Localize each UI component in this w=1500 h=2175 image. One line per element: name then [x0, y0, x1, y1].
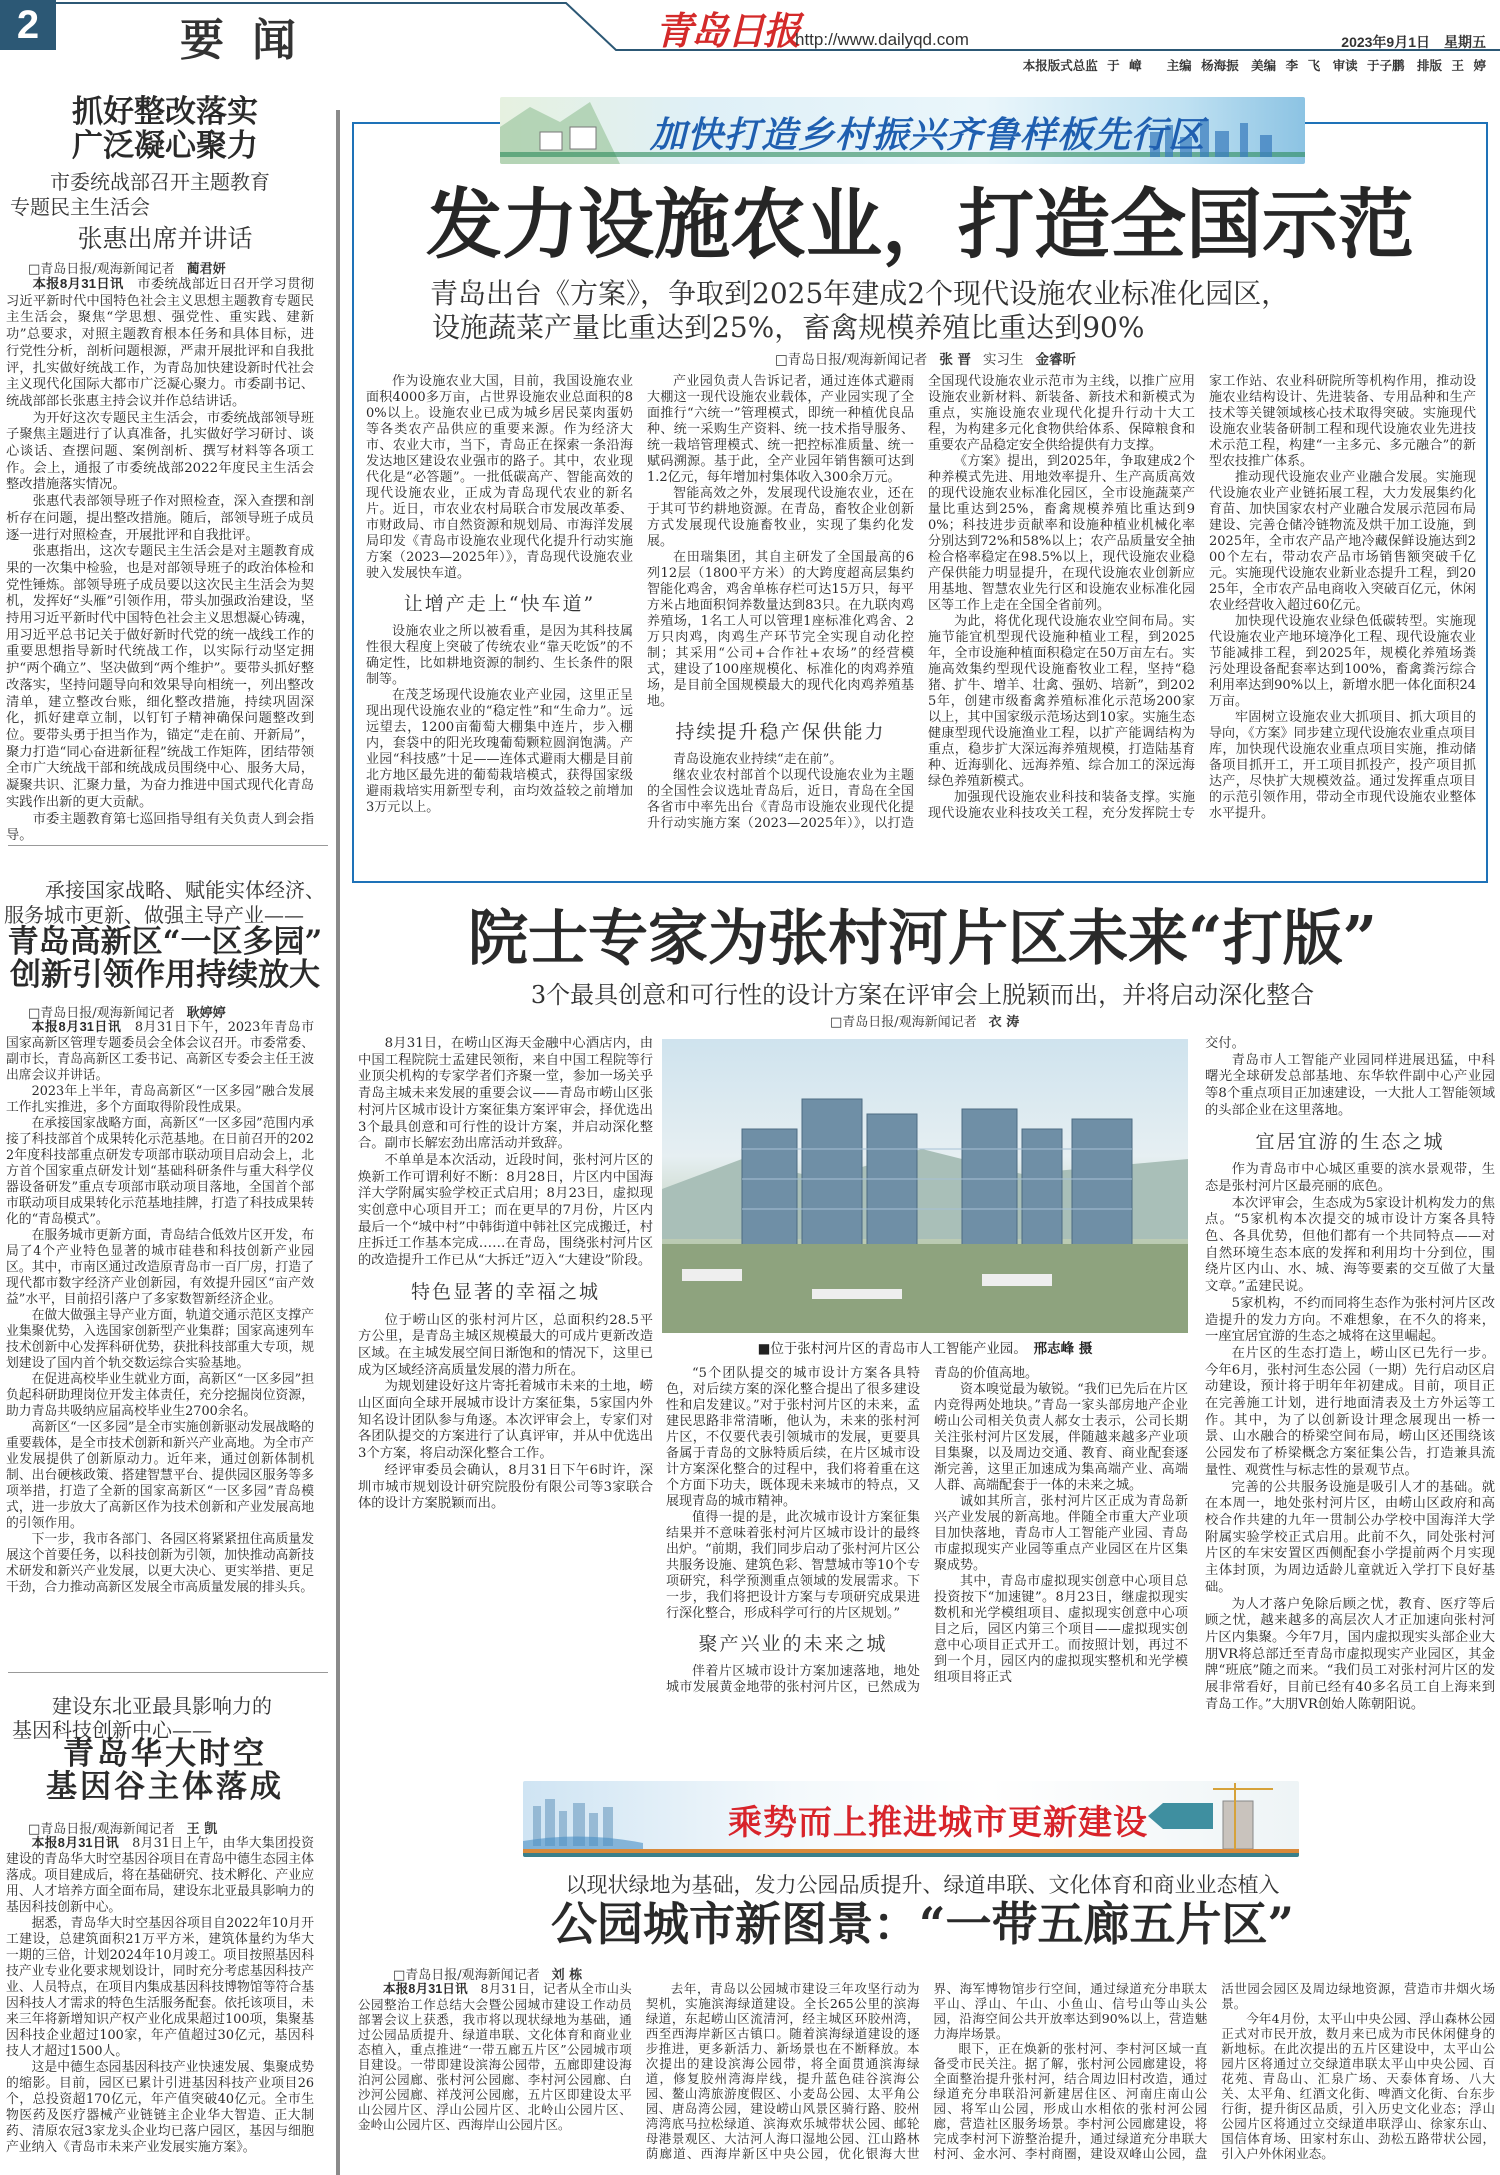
- subheadline: 以现状绿地为基础，发力公园品质提升、绿道串联、文化体育和商业业态植入: [565, 1873, 1280, 1897]
- section-title: 要闻: [180, 15, 324, 66]
- article-body-columns: [666, 1366, 1188, 1696]
- paragraph: 为开好这次专题民主生活会，市委统战部领导班子聚焦主题进行了认真准备，扎实做好学习研讨、谈心谈话、查摆问题、案例剖析、撰写材料等各项工作。会上，通报了市委统战部2022年度民主生活会整改措施落实情况。: [6, 410, 314, 493]
- paragraph: 眼下，正在焕新的张村河、李村河区域一直备受市民关注。据了解，张村河公园廊建设，将全面整治提升张村河，结合周边旧村改造，通过绿道充分串联沿河新建居住区、河南庄南山公园、将军山公园，形成山水相依的张村河公园廊，营造社区服务场景。李村河公园廊建设，将完成李村河下游整治提升，通过绿道充分串联大村河、金水河、李村商圈，建设双峰山公园，盘活世园会园区及周边绿地资源，营造市井烟火场景。: [933, 1981, 1495, 2161]
- paragraph: 推动现代设施农业产业融合发展。实施现代设施农业产业链拓展工程，大力发展集约化育苗、加快国家农村产业融合发展示范园布局建设、完善仓储冷链物流及烘干加工设施，到2025年，全市农产品产地冷藏保鲜设施达到200个左右，带动农产品市场销售额突破千亿元。实施现代设施农业新业态提升工程，到2025年，全市农产品电商收入突破百亿元，休闲农业经营收入超过60亿元。: [1209, 470, 1476, 613]
- article-headline: [0, 1738, 330, 1804]
- headline-line: 创新引领作用持续放大: [10, 957, 320, 993]
- banner-title: 乘势而上推进城市更新建设: [728, 1803, 1148, 1843]
- paragraph: 设施农业之所以被看重，是因为其科技属性很大程度上突破了传统农业“靠天吃饭”的不确定性，比如耕地资源的制约、生长条件的限制等。: [366, 624, 633, 687]
- paragraph: 为此，将优化现代设施农业空间布局。实施节能宜机型现代设施种植业工程，到2025年，全市设施种植面积稳定在50万亩左右。实施高效集约型现代设施畜牧业工程，坚持“稳猪、扩牛、增羊、壮禽、强奶、培新”，到2025年，创建市级畜禽养殖标准化示范场200家以上，其中国家级示范场达到10家。实施生态健康型现代设施渔业工程，以扩产能调结构为重点，稳步扩大深远海养殖规模，打造陆基育种、近海驯化、远海养殖、综合加工的深远海绿色养殖新模式。: [928, 614, 1195, 789]
- byline-label: □青岛日报/观海新闻记者: [28, 1822, 175, 1837]
- subheadline: 设施蔬菜产量比重达到25%，畜禽规模养殖比重达到90%: [432, 311, 1145, 344]
- byline: [28, 258, 226, 277]
- article-body: [6, 1835, 314, 2156]
- paragraph: 资本嗅觉最为敏锐。“我们已先后在片区内竞得两处地块。”青岛一家头部房地产企业崂山公司相关负责人郝女士表示，公司长期关注张村河片区发展，伴随越来越多产业项目集聚，以及周边交通、教育、商业配套逐渐完善，这里正加速成为集高端产业、高端人群、高端配套于一体的未来之城。: [934, 1382, 1188, 1493]
- byline-label: □青岛日报/观海新闻记者: [28, 262, 175, 277]
- paragraph: 在茂芝场现代设施农业产业园，这里正呈现出现代设施农业的“稳定性”和“生命力”。远远望去，1200亩葡萄大棚集中连片，步入棚内，套袋中的阳光玫瑰葡萄颗粒圆润饱满。产业园“科技感”十足——连体式避雨大棚是目前北方地区最先进的葡萄栽培模式，获得国家级避雨栽培实用新型专利，亩均效益较之前增加3万元以上。: [366, 688, 633, 815]
- paragraph: 去年，青岛以公园城市建设三年攻坚行动为契机，实施滨海绿道建设。全长265公里的滨海绿道，东起崂山区流清河，经主城区环胶州湾，西至西海岸新区古镇口。随着滨海绿道建设的逐步推进，更多新活力、新场景也在不断释放。本次提出的建设滨海公园带，将全面贯通滨海绿道，修复胶州湾海岸线，提升蓝色硅谷滨海公园、鳌山湾旅游度假区、小麦岛公园、太平角公园、唐岛湾公园，建设崂山风景区骑行路、胶州湾湾底马拉松绿道、滨海欢乐城带状公园、邮轮母港景观区、大沽河人海口湿地公园、江山路林荫廊道、西海岸新区中央公园，优化银海大世界、海军博物馆步行空间，通过绿道充分串联太平山、浮山、午山、小鱼山、信号山等山头公园，沿海空间公共开放率达到90%以上，营造魅力海岸场景。: [645, 1981, 1208, 2161]
- paragraph: 值得一提的是，此次城市设计方案征集结果并不意味着张村河片区城市设计的最终出炉。“前期，我们同步启动了张村河片区公共服务设施、建筑色彩、智慧城市等10个专项研究，科学预测重点领域的发展需求。下一步，我们将把设计方案与专项研究成果进行深化整合，形成科学可行的片区规划。”: [666, 1510, 920, 1621]
- column-banner: [523, 1781, 1299, 1857]
- paragraph: 位于崂山区的张村河片区，总面积约28.5平方公里，是青岛主城区规模最大的可成片更新改造区域。在主城发展空间日渐饱和的情况下，这里已成为区域经济高质量发展的潜力所在。: [358, 1312, 653, 1378]
- paragraph: 加强现代设施农业科技和装备支撑。实施现代设施农业科技攻关工程，充分发挥院士专家工作站、农业科研院所等机构作用，推动设施农业结构设计、先进装备、专用品种和生产技术等关键领域核心技术取得突破。实施现代设施农业装备研制工程和现代设施农业先进技术示范工程，构建“一主多元、多元融合”的新型农技推广体系。: [928, 374, 1476, 821]
- paragraph: 据悉，青岛华大时空基因谷项目自2022年10月开工建设，总建筑面积21万平方米，建筑体量约为华大一期的三倍，计划2024年10月竣工。项目按照基因科技产业专业化要求规划设计，同时充分考虑基因科技产业、人员特点，在项目内集成基因科技博物馆等符合基因科技人才需求的特色生活服务配套。依托该项目，未来三年将新增知识产权产业化成果超过100项，集聚基因科技企业超过100家，年产值超过30亿元，基因科技人才超过1500人。: [6, 1916, 314, 2059]
- byline: [830, 1011, 1019, 1030]
- article-divider: [8, 1672, 328, 1673]
- headline-line: 基因谷主体落成: [46, 1769, 284, 1805]
- byline-label: □青岛日报/观海新闻记者: [393, 1968, 540, 1983]
- section-subhead: 持续提升稳产保供能力: [675, 721, 886, 743]
- photographer: 邢志峰 摄: [1033, 1341, 1093, 1357]
- news-photo: [662, 1039, 1188, 1333]
- author: 耿婷婷: [186, 1006, 226, 1021]
- paragraph: 诚如其所言，张村河片区正成为青岛新兴产业发展的新高地。伴随全市重大产业项目加快落地，青岛市人工智能产业园、青岛市虚拟现实产业园等重点产业园区在片区集聚成势。: [934, 1494, 1188, 1573]
- byline: [775, 348, 1076, 368]
- subheadline: 张惠出席并讲话: [77, 224, 253, 253]
- paragraph: 5家机构，不约而同将生态作为张村河片区改造提升的发力方向。不难想象，在不久的将来，一座宜居宜游的生态之城将在这里崛起。: [1205, 1295, 1495, 1345]
- byline-label: □青岛日报/观海新闻记者: [775, 352, 928, 368]
- article-headline: 院士专家为张村河片区未来“打版”: [467, 904, 1378, 974]
- paragraph: 在做大做强主导产业方面，轨道交通示范区支撑产业集聚优势，入选国家创新型产业集群；国家高速列车技术创新中心发挥科研优势，获批科技部重大专项，规划建设了国内首个轨交数运综合实验基地。: [6, 1308, 314, 1371]
- paragraph: 2023年上半年，青岛高新区“一区多园”融合发展工作扎实推进，多个方面取得阶段性成果。: [6, 1084, 314, 1115]
- article-headline: [0, 926, 330, 992]
- paragraph: 本报8月31日讯 8月31日上午，由华大集团投资建设的青岛华大时空基因谷项目在青岛中德生态园主体落成。项目建成后，将在基础研究、技术孵化、产业应用、人才培养方面全面布局，建设东北亚最具影响力的基因科技创新中心。: [6, 1835, 314, 1915]
- paragraph: 在服务城市更新方面，青岛结合低效片区开发，布局了4个产业特色显著的城市硅巷和科技创新产业园区。其中，市南区通过改造原青岛市一百厂房，打造了现代都市数字经济产业创新园，有效提升园区“亩产效益”水平，目前招引落户了多家数智新经济企业。: [6, 1228, 314, 1307]
- article-headline: [0, 95, 330, 163]
- page-number: 2: [0, 0, 56, 50]
- paragraph: 青岛市人工智能产业园同样进展迅猛，中科曙光全球研发总部基地、东华软件副中心产业园等8个重点项目正加速建设，一大批人工智能领域的头部企业在这里落地。: [1205, 1052, 1495, 1118]
- issue-date: 2023年9月1日 星期五: [1341, 34, 1486, 50]
- paragraph: “5个团队提交的城市设计方案各具特色，对后续方案的深化整合提出了很多建设性和启发建议。”对于张村河片区的未来，孟建民思路非常清晰，他认为，未来的张村河片区，不仅要代表引领城市的发展，更要具备属于青岛的文脉特质后续，在片区城市设计方案深化整合的过程中，我们将着重在这个方面下功夫，既体现未来城市的特点，又展现青岛的城市精神。: [666, 1366, 920, 1509]
- paragraph: 加快现代设施农业绿色低碳转型。实施现代设施农业产地环境净化工程、现代设施农业节能减排工程，到2025年，规模化养殖场粪污处理设备配套率达到100%，畜禽粪污综合利用率达到90%以上，新增水肥一体化面积24万亩。: [1209, 614, 1476, 709]
- article-divider: [8, 845, 328, 846]
- article-body: [6, 1019, 314, 1596]
- paragraph: 本报8月31日讯 8月31日下午，2023年青岛市国家高新区管理专题委员会全体会议召开。市委常委、副市长，青岛高新区工委书记、高新区专委会主任王波出席会议并讲话。: [6, 1019, 314, 1083]
- paragraph: 不单单是本次活动，近段时间，张村河片区的焕新工作可谓利好不断：8月28日，片区内中国海洋大学附属实验学校正式启用；8月23日，虚拟现实创意中心项目开工；而在更早的7月份，片区内最后一个“城中村”中韩街道中韩社区完成搬迁，村庄拆迁工作基本完成……在青岛，围绕张村河片区的改造提升工作已从“大拆迁”迈入“大建设”阶段。: [358, 1152, 653, 1269]
- paragraph: 产业园负责人告诉记者，通过连体式避雨大棚这一现代设施农业载体，产业园实现了全面推行“六统一”管理模式，即统一种植优良品种、统一采购生产资料、统一技术指导服务、统一栽培管理模式、统一把控标准质量、统一赋码溯源。基于此，全产业园年销售额可达到1.2亿元，每年增加村集体收入300余万元。: [647, 374, 914, 485]
- paragraph: 继农业农村部首个以现代设施农业为主题的全国性会议选址青岛后，近日，青岛在全国各省市中率先出台《青岛市设施农业现代化提升行动实施方案（2023—2025年）》，以打造全国现代设施农业示范市为主线，以推广应用设施农业新材料、新装备、新技术和新模式为重点，实施设施农业现代化提升行动十大工程，为构建多元化食物供给体系、保障粮食和重要农产品稳定安全供给提供有力支撑。: [647, 374, 1195, 831]
- editorial-credits: 本报版式总监 于 嶂 主编 杨海振 美编 李 飞 审读 于子鹏 排版 王 婷: [1022, 59, 1486, 73]
- article-body: [6, 276, 314, 845]
- paragraph: 在片区的生态打造上，崂山区已先行一步。今年6月，张村河生态公园（一期）先行启动区启动建设，预计将于明年年初建成。目前，项目正在完善施工计划，进行地面清表及土方外运等工作。其中，为了以创新设计理念展现出一桥一景、山水融合的桥梁空间布局，崂山区还围绕该公园发布了桥梁概念方案征集公告，打造兼具流量性、观赏性与标志性的景观节点。: [1205, 1345, 1495, 1478]
- paragraph: 其中，青岛市虚拟现实创意中心项目总投资按下“加速键”。8月23日，继虚拟现实数机和光学模组项目、虚拟现实创意中心项目之后，园区内第三个项目——虚拟现实创意中心项目正式开工。而按照计划，再过不到一个月，园区内的虚拟现实整机和光学模组项目将正式: [934, 1574, 1188, 1685]
- byline-label: □青岛日报/观海新闻记者: [28, 1006, 175, 1021]
- subheadline: 3个最具创意和可行性的设计方案在评审会上脱颖而出，并将启动深化整合: [530, 981, 1315, 1009]
- column-banner: [500, 97, 1305, 164]
- section-subhead: 让增产走上“快车道”: [403, 593, 596, 615]
- author: 蔺君妍: [186, 262, 226, 277]
- subheadline: 建设东北亚最具影响力的: [52, 1694, 272, 1718]
- section-subhead: 特色显著的幸福之城: [410, 1280, 600, 1303]
- byline-label: □青岛日报/观海新闻记者: [830, 1015, 977, 1030]
- paragraph: 本次评审会，生态成为5家设计机构发力的焦点。“5家机构本次提交的城市设计方案各具特色、各具优势，但他们都有一个共同特点——对自然环境生态本底的发挥和利用均十分到位，围绕片区内山、水、城、海等要素的交互做了大量文章。”孟建民说。: [1205, 1195, 1495, 1295]
- subheadline: 承接国家战略、赋能实体经济、: [45, 878, 325, 902]
- paragraph: 作为青岛市中心城区重要的滨水景观带，生态是张村河片区最亮丽的底色。: [1205, 1162, 1495, 1194]
- paragraph: 张惠代表部领导班子作对照检查，深入查摆和剖析存在问题，提出整改措施。随后，部领导班子成员逐一进行对照检查，开展批评和自我批评。: [6, 494, 314, 543]
- paragraph: 为人才落户免除后顾之忧，教育、医疗等后顾之忧，越来越多的高层次人才正加速向张村河片区内集聚。今年7月，国内虚拟现实头部企业大朋VR将总部迁至青岛市虚拟现实产业园区，其金牌“班底”随之而来。“我们员工对张村河片区的发展非常看好，目前已经有40多名员工自上海来到青岛工作。”大朋VR创始人陈朝阳说。: [1205, 1596, 1495, 1712]
- headline-line: 抓好整改落实: [72, 94, 258, 130]
- paragraph: 牢固树立设施农业大抓项目、抓大项目的导向，《方案》同步建立现代设施农业重点项目库，加快现代设施农业重点项目实施，推动储备项目抓开工，开工项目抓投产，投产项目抓达产，尽快扩大规模效益。通过发挥重点项目的示范引领作用，带动全市现代设施农业整体水平提升。: [1209, 710, 1476, 821]
- paragraph: 本报8月31日讯 8月31日，记者从全市山头公园整治工作总结大会暨公园城市建设工作动员部署会议上获悉，我市将以现状绿地为基础，通过公园品质提升、绿道串联、文化体育和商业业态植入，重点推进“一带五廊五片区”公园城市项目建设。一带即建设滨海公园带，五廊即建设海泊河公园廊、张村河公园廊、李村河公园廊、白沙河公园廊、祥茂河公园廊，五片区即建设太平山公园片区、浮山公园片区、北岭山公园片区、金岭山公园片区、西海岸山公园片区。: [358, 1981, 632, 2132]
- paragraph: 伴着片区城市设计方案加速落地，地处城市发展黄金地带的张村河片区，已然成为青岛的价值高地。: [666, 1366, 1039, 1695]
- paragraph: 下一步，我市各部门、各园区将紧紧扭住高质量发展这个首要任务，以科技创新为引领，加快推动高新技术研发和新兴产业发展，以更大决心、更实举措、更足干劲，合力推动高新区发展全市高质量发展的排头兵。: [6, 1532, 314, 1595]
- website-url[interactable]: http://www.dailyqd.com: [795, 30, 969, 49]
- paragraph: 作为设施农业大国，目前，我国设施农业面积4000多万亩，占世界设施农业总面积的80%以上。设施农业已成为城乡居民菜肉蛋奶等各类农产品供应的重要来源。作为经济大市、农业大市，当下，青岛正在探索一条沿海发达地区建设农业强市的路子。其中，农业现代化是“必答题”。一批低碳高产、智能高效的现代设施农业，正成为青岛现代农业的新名片。近日，市农业农村局联合市发展改革委、市财政局、市自然资源和规划局、市海洋发展局印发《青岛市设施农业现代化提升行动实施方案（2023—2025年）》，青岛现代设施农业驶入发展快车道。: [366, 374, 633, 581]
- paragraph: 在田瑞集团，其自主研发了全国最高的6列12层（1800平方米）的大跨度超高层集约智能化鸡舍，鸡舍单栋存栏可达15万只，每平方米占地面积饲养数量达到83只。在九联肉鸡养殖场，1名工人可以管理1座标准化鸡舍、2万只肉鸡，肉鸡生产环节完全实现自动化控制；其采用“公司+合作社+农场”的经营模式，建设了100座规模化、标准化的肉鸡养殖场，是目前全国规模最大的现代化肉鸡养殖基地。: [647, 550, 914, 709]
- paragraph: 在促进高校毕业生就业方面，高新区“一区多园”担负起科研助理岗位开发主体责任，充分挖掘岗位资源，助力青岛共吸纳应届高校毕业生2700余名。: [6, 1372, 314, 1419]
- section-subhead: 聚产兴业的未来之城: [698, 1633, 888, 1655]
- paragraph: 8月31日，在崂山区海天金融中心酒店内，由中国工程院院士孟建民领衔，来自中国工程院等行业顶尖机构的专家学者们齐聚一堂，参加一场关乎青岛主城未来发展的重要会议——青岛市崂山区张村河片区城市设计方案征集方案评审会，择优选出3个最具创意和可行性的设计方案，并启动深化整合。副市长解宏劲出席活动并致辞。: [358, 1036, 653, 1152]
- intern: 金睿昕: [1035, 352, 1077, 368]
- photo-buildings: [662, 1039, 1188, 1333]
- banner-title: 加快打造乡村振兴齐鲁样板先行区: [650, 114, 1206, 156]
- paragraph: 这是中德生态园基因科技产业快速发展、集聚成势的缩影。目前，园区已累计引进基因科技产业项目26个，总投资超170亿元，年产值突破40亿元。全市生物医药及医疗器械产业链链主企业华大智造、正大制药、清原农冠3家龙头企业均已落户园区，基因与细胞产业纳入《青岛市未来产业发展实施方案》。: [6, 2060, 314, 2155]
- author: 衣 涛: [988, 1015, 1020, 1030]
- author: 刘 栋: [551, 1968, 583, 1983]
- paragraph: 本报8月31日讯 市委统战部近日召开学习贯彻习近平新时代中国特色社会主义思想主题教育专题民主生活会，聚焦“学思想、强党性、重实践、建新功”总要求，对照主题教育根本任务和具体目标，进行党性分析，剖析问题根源，严肃开展批评和自我批评，扎实做好统战工作，为青岛加快建设新时代社会主义现代化国际大都市广泛凝心聚力。市委副书记、统战部部长张惠主持会议并作总结讲话。: [6, 276, 315, 409]
- column-divider: [336, 110, 340, 2175]
- intern-label: 实习生: [983, 352, 1024, 368]
- subheadline: 市委统战部召开主题教育: [50, 170, 270, 194]
- subheadline: 基因科技创新中心——: [12, 1718, 212, 1742]
- article-headline: 公园城市新图景：“一带五廊五片区”: [551, 1897, 1294, 1951]
- headline-line: 广泛凝心聚力: [72, 128, 258, 164]
- headline-line: 青岛华大时空: [63, 1736, 267, 1772]
- paragraph: 高新区“一区多园”是全市实施创新驱动发展战略的重要载体，是全市技术创新和新兴产业高地。为全市产业发展提供了创新原动力。近年来，通过创新体制机制、出台硬核政策、搭建智慧平台、提供园区服务等多项举措，打造了全新的国家高新区“一区多园”青岛模式，进一步放大了高新区作为技术创新和产业发展高地的引领作用。: [6, 1420, 314, 1531]
- paragraph: 经评审委员会确认，8月31日下午6时许，深圳市城市规划设计研究院股份有限公司等3家联合体的设计方案脱颖而出。: [358, 1462, 653, 1512]
- newspaper-logo: 青岛日报: [655, 8, 800, 53]
- headline-line: 青岛高新区“一区多园”: [7, 924, 323, 960]
- article-body-column: [1205, 1036, 1495, 1713]
- paragraph: 交付。: [1205, 1036, 1245, 1051]
- caption-text: ■位于张村河片区的青岛市人工智能产业园。: [757, 1341, 1021, 1357]
- paragraph: 青岛设施农业持续“走在前”。: [673, 752, 843, 767]
- article-body: [366, 374, 1476, 832]
- paragraph: 市委主题教育第七巡回指导组有关负责人到会指导。: [6, 811, 314, 844]
- photo-caption: [662, 1337, 1188, 1357]
- paragraph: 为规划建设好这片寄托着城市未来的土地，崂山区面向全球开展城市设计方案征集，5家国内外知名设计团队参与角逐。本次评审会上，专家们对各团队提交的方案进行了认真评审，并从中优选出3个方案，将启动深化整合工作。: [358, 1379, 653, 1462]
- section-subhead: 宜居宜游的生态之城: [1255, 1130, 1445, 1153]
- paragraph: 张惠指出，这次专题民主生活会是对主题教育成果的一次集中检验，也是对部领导班子的政治体检和党性锤炼。部领导班子成员要以这次民主生活会为契机，发挥好“头雁”引领作用，带头加强政治建设，坚持用习近平新时代中国特色社会主义思想凝心铸魂，用习近平总书记关于做好新时代党的统一战线工作的重要思想指导新时代统战工作，以实际行动坚定拥护“两个确立”、坚决做到“两个维护”。要带头抓好整改落实，坚持问题导向和效果导向相统一，列出整改清单，建立整改台账，细化整改措施，持续巩固深化，抓好建章立制，以钉钉子精神确保问题整改到位。要带头勇于担当作为，锚定“走在前、开新局”，聚力打造“同心奋进新征程”统战工作矩阵，团结带领全市广大统战干部和统战成员围绕中心、服务大局，凝聚共识、汇聚力量，为奋力推进中国式现代化青岛实践作出新的更大贡献。: [6, 544, 314, 810]
- author: 王 凯: [186, 1822, 218, 1837]
- article-body: [358, 1981, 1495, 2161]
- article-headline: 发力设施农业，打造全国示范: [426, 180, 1414, 269]
- article-body-column: [358, 1036, 653, 1513]
- paragraph: 在承接国家战略方面，高新区“一区多园”范围内承接了科技部首个成果转化示范基地。在日前召开的2022年度科技部重点研发专项部市联动项目启动会上，北方首个国家重点研发计划“基础科研条件与重大科学仪器设备研发”重点专项部市联动项目落地，全国首个部市联动项目成果转化示范基地挂牌，打造了科技成果转化的“青岛模式”。: [6, 1116, 314, 1227]
- author: 张 晋: [939, 352, 972, 368]
- paragraph: 今年4月份，太平山中央公园、浮山森林公园正式对市民开放，数月来已成为市民休闲健身的新地标。在此次提出的五片区建设中，太平山公园片区将通过立交绿道串联太平山中央公园、百花苑、青岛山、汇泉广场、天泰体育场、八大关、太平角、红酒文化街、啤酒文化街、台东步行街，提升街区品质，引入历史文化业态；浮山公园片区将通过立交绿道串联浮山、徐家东山、国信体育场、田家村东山、劲松五路带状公园，引入户外休闲业态。: [1221, 2011, 1495, 2161]
- paragraph: 完善的公共服务设施是吸引人才的基础。就在本周一，地处张村河片区，由崂山区政府和高校合作共建的九年一贯制公办学校中国海洋大学附属实验学校正式启用。此前不久，同处张村河片区的车宋安置区西侧配套小学提前两个月实现主体封顶，为周边适龄儿童就近入学打下良好基础。: [1205, 1479, 1495, 1595]
- paragraph: 《方案》提出，到2025年，争取建成2个种养模式先进、用地效率提升、生产高质高效的现代设施农业标准化园区，全市设施蔬菜产量比重达到25%，畜禽规模养殖比重达到90%；科技进步贡献率和设施种植业机械化率分别达到72%和58%以上；农产品质量安全抽检合格率稳定在98.5%以上，现代设施农业稳产保供能力明显提升，在现代设施农业创新应用基地、智慧农业先行区和设施农业标准化园区等工作上走在全国全省前列。: [928, 454, 1195, 613]
- subheadline: 青岛出台《方案》，争取到2025年建成2个现代设施农业标准化园区，: [430, 277, 1290, 310]
- subheadline: 服务城市更新、做强主导产业——: [4, 903, 304, 927]
- paragraph: 智能高效之外，发展现代设施农业，还在于其可节约耕地资源。在青岛，畜牧企业创新方式发展现代设施畜牧业，实现了集约化发展。: [647, 486, 914, 549]
- subheadline: 专题民主生活会: [10, 195, 150, 219]
